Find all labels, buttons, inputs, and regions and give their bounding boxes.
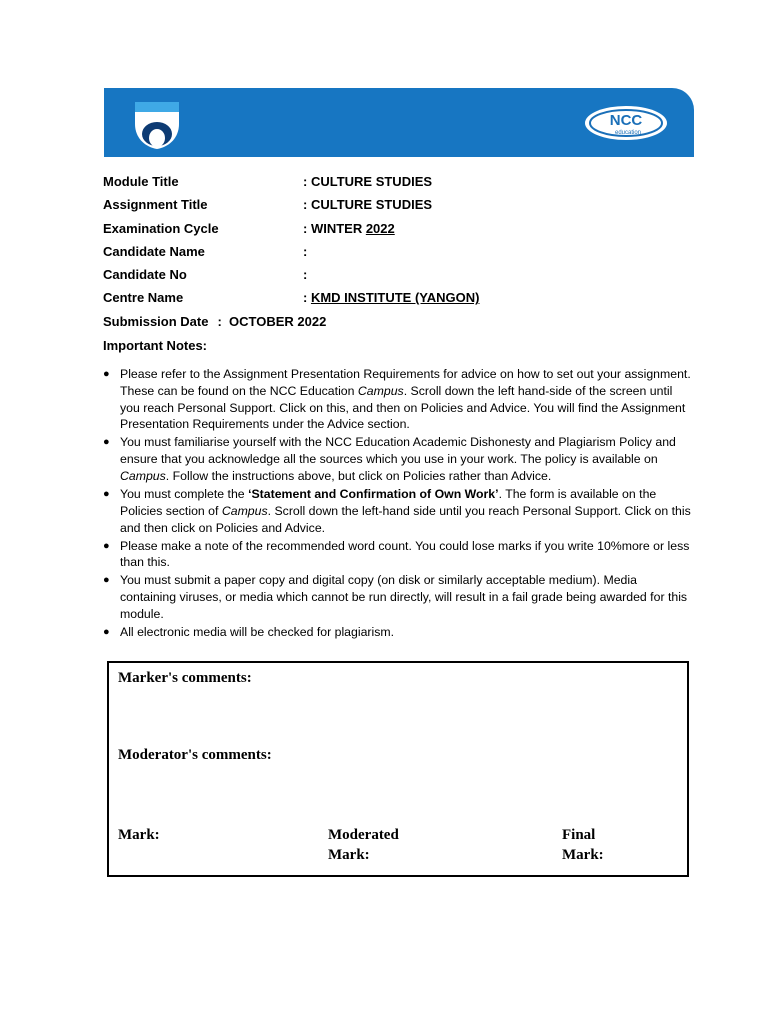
shield-logo-icon — [132, 98, 182, 150]
moderated-mark-label: Mark: — [328, 847, 370, 863]
note-text: . Follow the instructions above, but click on Policies rather than Advice. — [165, 468, 552, 483]
moderated-label: Moderated — [328, 827, 399, 843]
info-row-candidate-name — [103, 242, 703, 265]
header-banner — [104, 88, 694, 157]
info-row-submission-date — [103, 312, 703, 335]
module-title-value: : CULTURE STUDIES — [303, 174, 433, 189]
submission-date-value: : OCTOBER 2022 — [217, 313, 327, 329]
bullet-icon: ● — [103, 574, 110, 587]
submission-date-label-text: Submission Date — [103, 313, 209, 329]
ncc-logo-subtext: education — [614, 130, 642, 136]
module-title-label: Module Title — [103, 174, 179, 189]
markers-comments-label: Marker's comments: — [118, 670, 252, 686]
centre-name-value — [303, 288, 479, 308]
marking-comments-box — [107, 661, 689, 877]
note-text: . The form is available on the Policies section of — [120, 486, 657, 518]
bullet-icon: ● — [103, 487, 110, 500]
note-text: You must complete the — [120, 486, 249, 501]
examination-cycle-prefix: : WINTER — [303, 220, 366, 236]
list-item — [103, 434, 695, 484]
candidate-no-label: Candidate No — [103, 267, 187, 283]
note-italic: Campus — [357, 383, 404, 398]
moderators-comments-label: Moderator's comments: — [118, 747, 272, 763]
info-row-candidate-no — [103, 265, 703, 288]
important-notes-heading: Important Notes: — [103, 338, 207, 353]
assignment-title-label: Assignment Title — [103, 197, 208, 213]
bullet-icon: ● — [103, 436, 110, 449]
note-text: Please refer to the Assignment Presentation Requirements for advice on how to set out your assignment. These can be found on the NCC Education — [120, 367, 691, 398]
centre-name-text: KMD INSTITUTE (YANGON) — [310, 290, 480, 306]
note-text: You must familiarise yourself with the NCC Education Academic Dishonesty and Plagiarism Policy and ensure that you acknowledge all the sources which you use in your work. The policy is available on — [120, 435, 676, 467]
assignment-info — [103, 172, 703, 335]
assignment-title-value: : CULTURE STUDIES — [303, 197, 433, 213]
candidate-name-label: Candidate Name — [103, 243, 205, 259]
examination-cycle-year: 2022 — [365, 220, 395, 236]
list-item — [103, 572, 695, 622]
list-item — [103, 366, 695, 433]
examination-cycle-label: Examination Cycle — [103, 220, 219, 236]
note-text: . Scroll down the left-hand side until you reach Personal Support. Click on this and then click on Policies and Advice. — [120, 503, 691, 535]
note-text: . Scroll down the left hand-side of the screen until you reach Personal Support. Click on this, and then on Policies and Advice. You will find the Assignment Presentation Requirements under the Advice section. — [120, 383, 686, 432]
info-row-centre-name — [103, 288, 703, 311]
centre-name-prefix: : — [303, 290, 311, 306]
list-item — [103, 486, 695, 536]
final-label: Final — [562, 827, 596, 843]
centre-name-label: Centre Name — [103, 290, 184, 306]
candidate-name-value: : — [303, 243, 308, 259]
list-item — [103, 624, 695, 641]
note-text: You must submit a paper copy and digital copy (on disk or similarly acceptable medium). Media containing viruses, or media which cannot be run directly, will result in a fail grade being awarded for this module. — [120, 573, 688, 621]
bullet-icon: ● — [103, 625, 110, 638]
note-italic: Campus — [120, 468, 166, 483]
info-row-module-title — [103, 172, 703, 195]
bullet-icon: ● — [103, 368, 110, 380]
important-notes-list — [103, 366, 695, 642]
note-italic: Campus — [221, 503, 268, 518]
submission-date-label — [103, 312, 326, 332]
info-row-assignment-title — [103, 195, 703, 218]
ncc-education-logo — [582, 102, 670, 144]
info-row-examination-cycle — [103, 219, 703, 242]
examination-cycle-value — [303, 219, 395, 239]
final-mark-label: Mark: — [562, 847, 604, 863]
candidate-no-value: : — [303, 267, 308, 283]
ncc-logo-text: NCC — [609, 112, 643, 129]
note-text: All electronic media will be checked for plagiarism. — [120, 624, 395, 639]
bullet-icon: ● — [103, 539, 110, 552]
list-item — [103, 538, 695, 572]
mark-label: Mark: — [118, 827, 160, 843]
note-text: Please make a note of the recommended word count. You could lose marks if you write 10%more or less than this. — [120, 538, 690, 570]
note-bold: ‘Statement and Confirmation of Own Work’ — [248, 486, 499, 501]
